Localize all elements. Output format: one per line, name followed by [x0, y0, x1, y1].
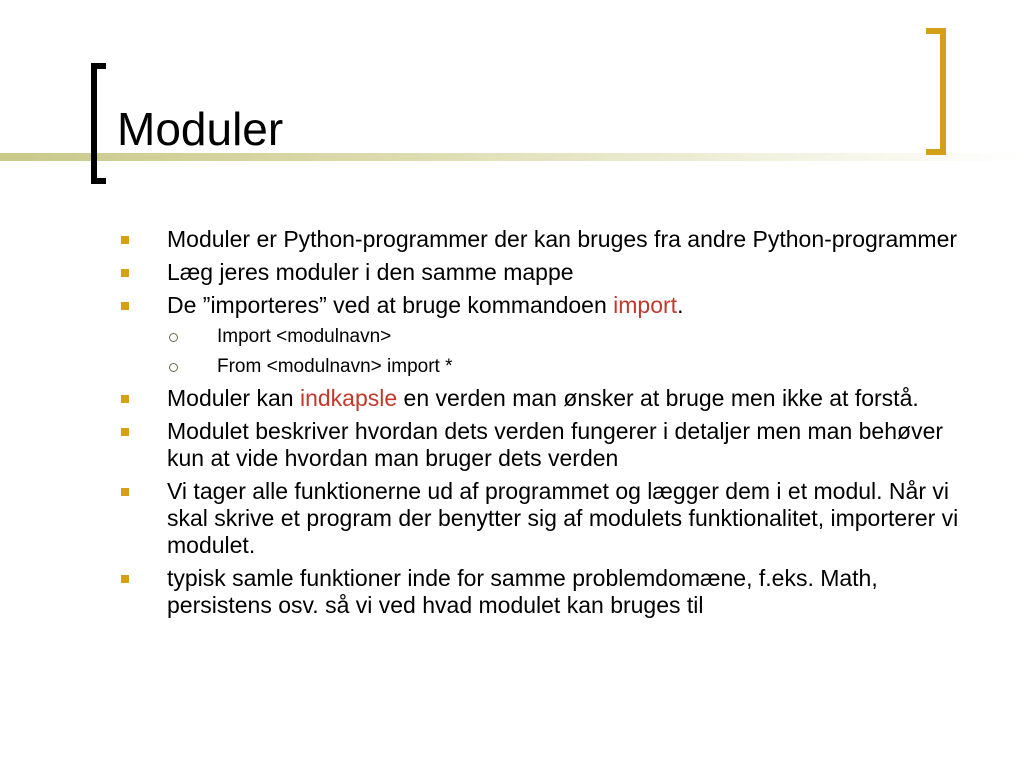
highlighted-keyword: import [613, 292, 678, 318]
bullet-item [116, 226, 966, 253]
sub-bullet-item [116, 325, 966, 349]
right-bracket-decoration [926, 28, 946, 155]
bullet-item [116, 418, 966, 472]
sub-bullet-text: Import <modulnavn> [217, 326, 392, 347]
highlighted-keyword: indkapsle [299, 385, 398, 411]
bullet-list [116, 226, 966, 625]
square-bullet-icon [121, 302, 129, 310]
circle-bullet-icon [169, 333, 178, 342]
bullet-item [116, 259, 966, 286]
bullet-text: Modulet beskriver hvordan dets verden fungerer i detaljer men man behøver kun at vide hvordan man bruger dets verden [167, 418, 944, 471]
bullet-text-end: . [677, 292, 684, 318]
bullet-text: Moduler kan [167, 385, 300, 411]
square-bullet-icon [121, 236, 129, 244]
left-bracket-decoration [91, 63, 106, 184]
bullet-text: typisk samle funktioner inde for samme problemdomæne, f.eks. Math, persistens osv. så vi ved hvad modulet kan bruges til [167, 565, 878, 618]
square-bullet-icon [121, 428, 129, 436]
bullet-text: De ”importeres” ved at bruge kommandoen [167, 292, 614, 318]
square-bullet-icon [121, 488, 129, 496]
bullet-text: Moduler er Python-programmer der kan bruges fra andre Python-programmer [167, 226, 958, 252]
bullet-item [116, 385, 966, 412]
bullet-text-end: en verden man ønsker at bruge men ikke at forstå. [397, 385, 919, 411]
bullet-text: Vi tager alle funktionerne ud af programmet og lægger dem i et modul. Når vi skal skrive et program der benytter sig af modulets funktionalitet, importerer vi modulet. [167, 478, 959, 558]
bullet-item [116, 565, 966, 619]
sub-bullet-text: From <modulnavn> import * [217, 356, 453, 377]
bullet-item [116, 292, 966, 319]
slide-title: Moduler [117, 103, 284, 155]
circle-bullet-icon [169, 363, 178, 372]
square-bullet-icon [121, 269, 129, 277]
bullet-text: Læg jeres moduler i den samme mappe [167, 259, 574, 285]
square-bullet-icon [121, 575, 129, 583]
bullet-item [116, 478, 966, 559]
sub-bullet-item [116, 355, 966, 379]
square-bullet-icon [121, 395, 129, 403]
